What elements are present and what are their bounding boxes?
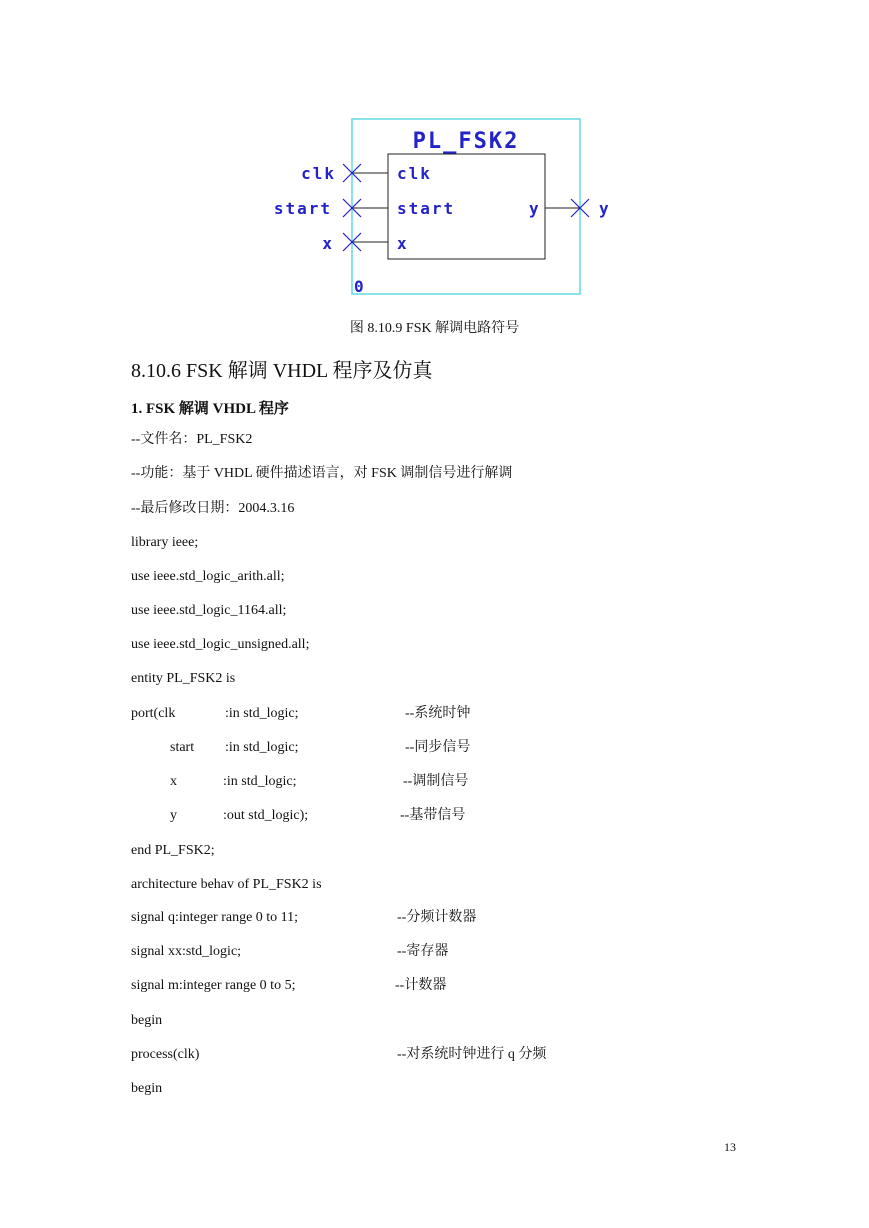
signal-declaration: signal xx:std_logic; bbox=[131, 944, 242, 959]
signal-declaration: signal q:integer range 0 to 11; bbox=[131, 910, 299, 925]
port-name: start bbox=[170, 740, 195, 755]
external-label-y: y bbox=[599, 199, 609, 218]
internal-label-x: x bbox=[397, 234, 407, 253]
port-comment: --调制信号 bbox=[403, 774, 469, 789]
page-number: 13 bbox=[724, 1140, 736, 1154]
code-line: --最后修改日期：2004.3.16 bbox=[131, 501, 295, 516]
internal-label-start: start bbox=[397, 199, 456, 218]
port-comment: --同步信号 bbox=[405, 740, 471, 755]
code-line: entity PL_FSK2 is bbox=[131, 671, 236, 686]
code-line: --文件名：PL_FSK2 bbox=[131, 432, 253, 447]
port-comment: --基带信号 bbox=[400, 808, 466, 823]
process-line: process(clk) bbox=[131, 1047, 200, 1062]
signal-declaration: signal m:integer range 0 to 5; bbox=[131, 978, 296, 993]
port-type: :in std_logic; bbox=[225, 706, 299, 721]
subsection-heading: 1. FSK 解调 VHDL 程序 bbox=[131, 401, 289, 417]
port-name: port(clk bbox=[131, 706, 176, 721]
code-line: architecture behav of PL_FSK2 is bbox=[131, 877, 322, 892]
internal-label-y: y bbox=[529, 199, 539, 218]
process-comment: --对系统时钟进行 q 分频 bbox=[397, 1047, 547, 1062]
code-line: use ieee.std_logic_arith.all; bbox=[131, 569, 285, 584]
port-type: :in std_logic; bbox=[223, 774, 297, 789]
external-label-clk: clk bbox=[301, 164, 336, 183]
port-comment: --系统时钟 bbox=[405, 706, 471, 721]
circuit-symbol bbox=[246, 116, 618, 300]
code-line: --功能：基于 VHDL 硬件描述语言，对 FSK 调制信号进行解调 bbox=[131, 466, 513, 481]
instance-number: 0 bbox=[354, 277, 364, 296]
figure-caption: 图 8.10.9 FSK 解调电路符号 bbox=[349, 321, 520, 336]
port-type: :in std_logic; bbox=[225, 740, 299, 755]
code-line: begin bbox=[131, 1081, 163, 1096]
section-heading: 8.10.6 FSK 解调 VHDL 程序及仿真 bbox=[131, 360, 433, 382]
internal-label-clk: clk bbox=[397, 164, 432, 183]
port-type: :out std_logic); bbox=[223, 808, 309, 823]
port-name: y bbox=[170, 808, 177, 823]
code-line: begin bbox=[131, 1013, 163, 1028]
external-label-start: start bbox=[273, 199, 332, 218]
signal-comment: --寄存器 bbox=[397, 944, 449, 959]
external-label-x: x bbox=[322, 234, 332, 253]
code-line: library ieee; bbox=[131, 535, 199, 550]
signal-comment: --计数器 bbox=[395, 978, 447, 993]
port-name: x bbox=[170, 774, 177, 789]
symbol-title: PL_FSK2 bbox=[412, 129, 520, 154]
code-line: use ieee.std_logic_1164.all; bbox=[131, 603, 287, 618]
code-line: end PL_FSK2; bbox=[131, 843, 215, 858]
code-line: use ieee.std_logic_unsigned.all; bbox=[131, 637, 310, 652]
signal-comment: --分频计数器 bbox=[397, 910, 477, 925]
